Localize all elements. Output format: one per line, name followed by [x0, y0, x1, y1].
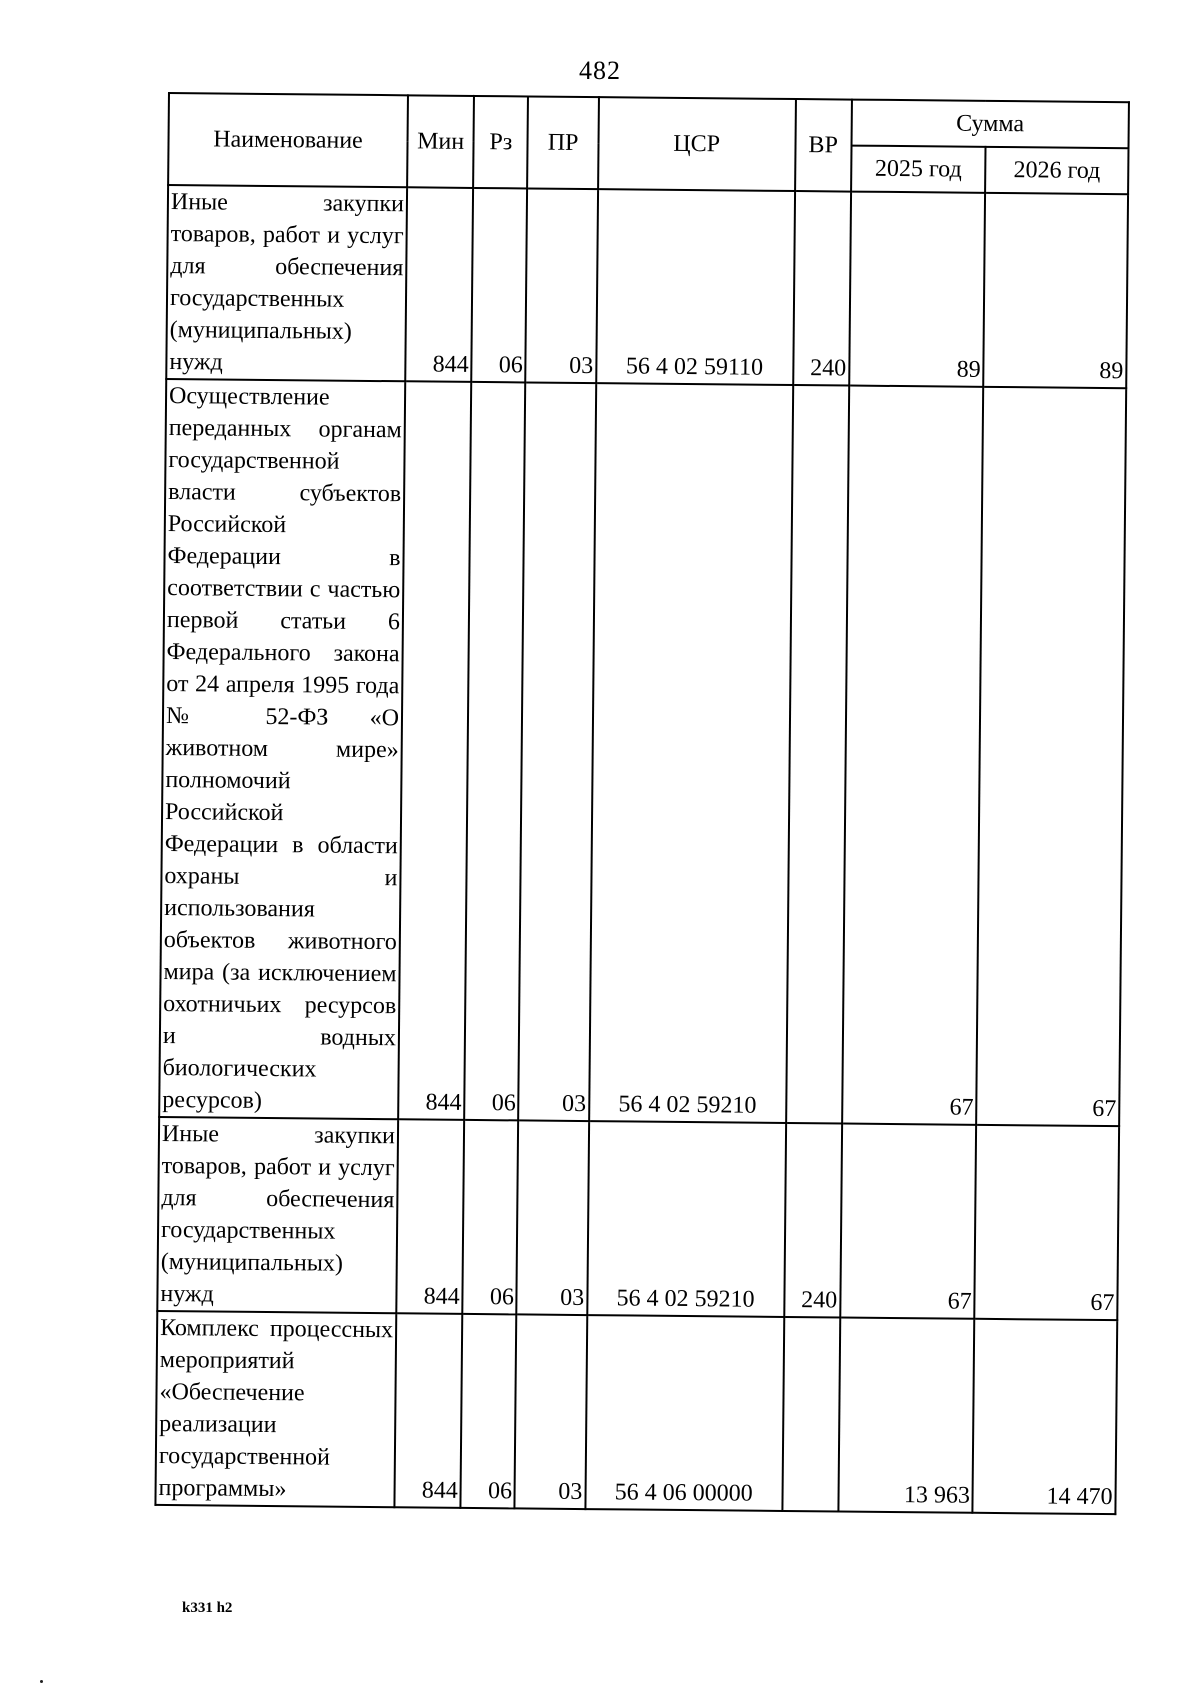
row-csr: 56 4 02 59210: [589, 383, 793, 1123]
header-vr: ВР: [795, 99, 852, 192]
table-row: [159, 379, 1126, 1126]
header-sum: Сумма: [851, 100, 1129, 149]
row-min: 844: [396, 1119, 464, 1314]
page-number: 482: [579, 56, 621, 85]
row-vr: 240: [793, 191, 851, 386]
scan-speck: [40, 1680, 43, 1683]
row-sum-2025: 67: [840, 1124, 976, 1319]
row-rz: 06: [463, 1120, 519, 1315]
table-row: [166, 185, 1128, 388]
header-year-2026: 2026 год: [985, 147, 1128, 194]
row-min: 844: [405, 187, 473, 382]
table-body: [155, 185, 1128, 1514]
header-year-2025: 2025 год: [851, 146, 986, 193]
row-sum-2026: 89: [984, 193, 1129, 388]
header-min: Мин: [407, 95, 474, 188]
row-vr: [786, 385, 849, 1124]
table-row: [157, 1117, 1119, 1320]
row-name: Иные закупки товаров, работ и услуг для обеспечения государственных (муниципальных) нужд: [166, 185, 407, 381]
row-rz: 06: [464, 382, 525, 1120]
budget-table: [154, 92, 1130, 1515]
row-sum-2026: 14 470: [973, 1319, 1118, 1514]
row-name: Иные закупки товаров, работ и услуг для обеспечения государственных (муниципальных) нужд: [157, 1117, 398, 1313]
row-vr: 240: [784, 1123, 842, 1318]
row-rz: 06: [461, 1314, 517, 1509]
row-sum-2026: 67: [976, 387, 1126, 1126]
row-pr: 03: [517, 1120, 589, 1315]
header-csr: ЦСР: [598, 97, 796, 191]
row-min: 844: [394, 1313, 462, 1508]
table-row: [155, 1311, 1117, 1514]
row-sum-2025: 13 963: [838, 1318, 974, 1513]
row-csr: 56 4 02 59110: [596, 189, 795, 385]
footer-document-code: k331 h2: [182, 1600, 233, 1616]
row-sum-2026: 67: [975, 1125, 1120, 1320]
header-pr: ПР: [528, 96, 599, 189]
row-min: 844: [398, 381, 471, 1120]
row-sum-2025: 67: [842, 386, 984, 1125]
row-pr: 03: [515, 1314, 587, 1509]
row-sum-2025: 89: [849, 192, 985, 387]
row-rz: 06: [471, 188, 527, 383]
row-name: Осуществление переданных органам государственной власти субъектов Российской Федерации в соответствии с частью первой статьи 6 Федерального закона от 24 апреля 1995 года № 52-ФЗ «О животном мире» полномочий Российской Федерации в области охраны и использования объектов животного мира (за исключением охотничьих ресурсов и водных биологических ресурсов): [159, 379, 405, 1119]
row-name: Комплекс процессных мероприятий «Обеспечение реализации государственной программы»: [155, 1311, 396, 1507]
row-csr: 56 4 06 00000: [585, 1315, 784, 1511]
header-rz: Рз: [473, 96, 528, 189]
row-pr: 03: [519, 382, 596, 1121]
header-name: Наименование: [168, 93, 408, 187]
row-vr: [782, 1317, 840, 1512]
row-csr: 56 4 02 59210: [587, 1121, 786, 1317]
row-pr: 03: [526, 188, 598, 383]
table-header: [168, 93, 1129, 194]
